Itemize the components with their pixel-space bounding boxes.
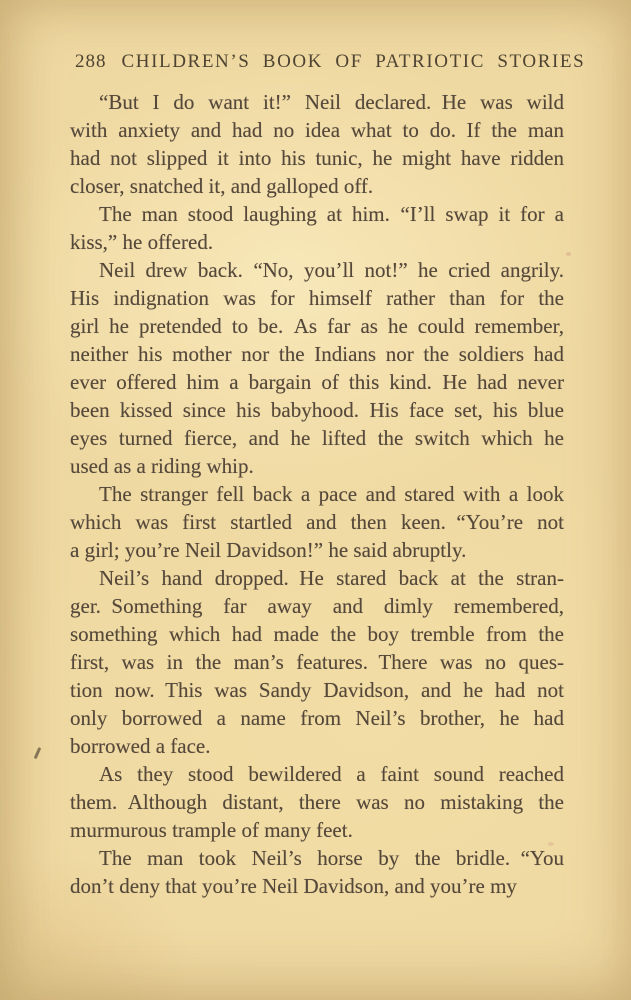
paragraph [70,844,564,900]
text-line: first, was in the man’s features. There was no ques- [70,650,564,674]
text-line: girl he pretended to be. As far as he could remember, [70,314,564,338]
text-line: murmurous trample of many feet. [70,818,353,842]
page-number: 288 [75,51,107,72]
ink-smudge [34,747,41,759]
text-line: The stranger fell back a pace and stared with a look [99,482,564,506]
text-line: Neil’s hand dropped. He stared back at the stran- [99,566,564,590]
running-header [75,51,586,73]
running-title: CHILDREN’S BOOK OF PATRIOTIC STORIES [121,51,586,72]
text-line: As they stood bewildered a faint sound reached [99,762,564,786]
text-line: them. Although distant, there was no mistaking the [70,790,564,814]
text-line: something which had made the boy tremble from the [70,622,564,646]
text-line: The man took Neil’s horse by the bridle. “You [99,846,564,870]
paper-speck [566,252,571,256]
paragraph [70,88,564,200]
text-line: closer, snatched it, and galloped off. [70,174,374,198]
text-line: neither his mother nor the Indians nor the soldiers had [70,342,564,366]
text-line: had not slipped it into his tunic, he might have ridden [70,146,564,170]
text-line: Neil drew back. “No, you’ll not!” he cried angrily. [99,258,564,282]
text-line: which was first startled and then keen. “You’re not [70,510,564,534]
text-line: kiss,” he offered. [70,230,214,254]
paragraph [70,564,564,760]
text-line: been kissed since his babyhood. His face set, his blue [70,398,564,422]
paragraph [70,480,564,564]
paragraph [70,200,564,256]
text-line: His indignation was for himself rather than for the [70,286,564,310]
text-line: The man stood laughing at him. “I’ll swap it for a [99,202,564,226]
text-line: borrowed a face. [70,734,211,758]
text-line: with anxiety and had no idea what to do. If the man [70,118,564,142]
paragraph [70,760,564,844]
body-text [70,88,564,900]
text-line: don’t deny that you’re Neil Davidson, and you’re my [70,874,517,898]
text-line: ever offered him a bargain of this kind. He had never [70,370,564,394]
paper-speck [548,842,554,846]
text-line: tion now. This was Sandy Davidson, and he had not [70,678,564,702]
text-line: used as a riding whip. [70,454,254,478]
text-line: “But I do want it!” Neil declared. He was wild [99,90,564,114]
text-line: ger. Something far away and dimly remembered, [70,594,564,618]
text-line: a girl; you’re Neil Davidson!” he said abruptly. [70,538,467,562]
text-line: only borrowed a name from Neil’s brother, he had [70,706,564,730]
paragraph [70,256,564,480]
text-line: eyes turned fierce, and he lifted the switch which he [70,426,564,450]
